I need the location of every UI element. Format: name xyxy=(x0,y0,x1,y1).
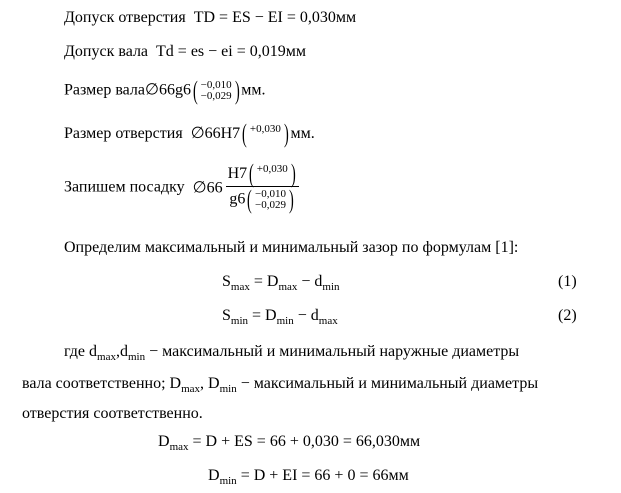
eq2-d-sub: min xyxy=(276,315,294,328)
fit-den-devs xyxy=(255,189,286,211)
equation-3 xyxy=(158,432,420,452)
fit-den-base: g6 xyxy=(229,191,246,208)
p2-sub1: max xyxy=(181,383,201,396)
hole-size-label: Размер отверстия xyxy=(64,125,183,142)
hole-tolerance-label: Допуск отверстия xyxy=(64,9,186,26)
fit-num-base: H7 xyxy=(227,165,248,182)
eq1-s: S xyxy=(222,273,231,290)
fit-label: Запишем посадку xyxy=(64,178,185,196)
intro-sentence: Определим максимальный и минимальный зазор по формулам [1]: xyxy=(64,239,519,256)
eq2-dd-sub: max xyxy=(318,315,338,328)
equation-1 xyxy=(222,272,340,292)
equation-4 xyxy=(208,466,409,486)
right-paren: ) xyxy=(234,76,240,105)
hole-tolerance-line xyxy=(64,8,356,28)
p1-sub2: min xyxy=(127,351,146,364)
hole-size-unit: мм. xyxy=(290,125,315,142)
right-paren: ) xyxy=(283,119,289,149)
fit-numerator xyxy=(226,159,300,189)
explanation-line-1 xyxy=(64,342,519,362)
fit-den-lower: −0,029 xyxy=(255,199,286,212)
eq4-sub: min xyxy=(219,475,237,488)
left-paren: ( xyxy=(247,185,253,215)
right-paren: ) xyxy=(288,185,294,215)
eq1-s-sub: max xyxy=(230,281,250,294)
fit-fraction xyxy=(226,159,300,215)
eq3-d: D xyxy=(158,433,170,450)
fit-base: ∅66 xyxy=(192,179,223,197)
equation-2-number: (2) xyxy=(558,307,577,324)
left-paren: ( xyxy=(192,76,198,105)
equation-1-number: (1) xyxy=(558,273,577,290)
left-paren: ( xyxy=(249,159,254,189)
p2-a: вала соответственно; D xyxy=(22,375,182,392)
eq2-s: S xyxy=(222,307,231,324)
hole-upper-dev: +0,030 xyxy=(249,123,281,135)
shaft-upper-dev: −0,010 xyxy=(200,79,232,91)
p2-b: − максимальный и минимальный диаметры xyxy=(236,375,539,392)
explanation-line-3: отверстия соответственно. xyxy=(22,405,203,422)
shaft-size-line xyxy=(64,76,266,105)
shaft-size-base: ∅66g6 xyxy=(145,81,191,99)
shaft-lower-dev: −0,029 xyxy=(200,90,232,102)
eq4-d: D xyxy=(208,467,220,484)
left-paren: ( xyxy=(242,119,247,149)
eq3-rest: = D + ES = 66 + 0,030 = 66,030мм xyxy=(188,433,421,450)
p1-a: где d xyxy=(64,343,98,360)
shaft-tolerance-label: Допуск вала xyxy=(64,43,149,60)
explanation-line-2 xyxy=(22,374,538,394)
fit-denominator xyxy=(226,185,300,215)
p1-sub1: max xyxy=(97,351,116,364)
fit-num-dev: +0,030 xyxy=(256,163,288,175)
eq2-s-sub: min xyxy=(230,315,249,328)
fit-num-devs xyxy=(257,164,288,175)
fit-den-upper: −0,010 xyxy=(255,188,286,201)
eq1-dd-sub: min xyxy=(322,281,340,294)
equation-2 xyxy=(222,306,338,326)
eq3-sub: max xyxy=(169,441,189,454)
shaft-tolerance-formula: Td = es − ei = 0,019мм xyxy=(156,43,306,60)
shaft-tolerance-line xyxy=(64,42,306,62)
shaft-deviations xyxy=(201,80,232,102)
p1-b: − максимальный и минимальный наружные диаметры xyxy=(145,343,520,360)
eq1-d-sub: max xyxy=(278,281,298,294)
p1-mid: ,d xyxy=(115,343,128,360)
eq1-dd: − d xyxy=(297,273,323,290)
hole-tolerance-formula: TD = ES − EI = 0,030мм xyxy=(193,9,357,26)
eq2-dd: − d xyxy=(293,307,319,324)
eq4-rest: = D + EI = 66 + 0 = 66мм xyxy=(236,467,409,484)
eq2-d: = D xyxy=(248,307,277,324)
right-paren: ) xyxy=(290,159,296,189)
p2-sub2: min xyxy=(219,383,237,396)
hole-size-base: ∅66H7 xyxy=(190,125,241,142)
shaft-size-label: Размер вала xyxy=(64,81,145,99)
hole-deviations xyxy=(250,124,281,135)
p2-mid: , D xyxy=(200,375,220,392)
hole-size-line xyxy=(64,119,315,149)
shaft-size-unit: мм. xyxy=(241,81,266,99)
fit-line xyxy=(64,159,299,215)
eq1-d: = D xyxy=(249,273,279,290)
